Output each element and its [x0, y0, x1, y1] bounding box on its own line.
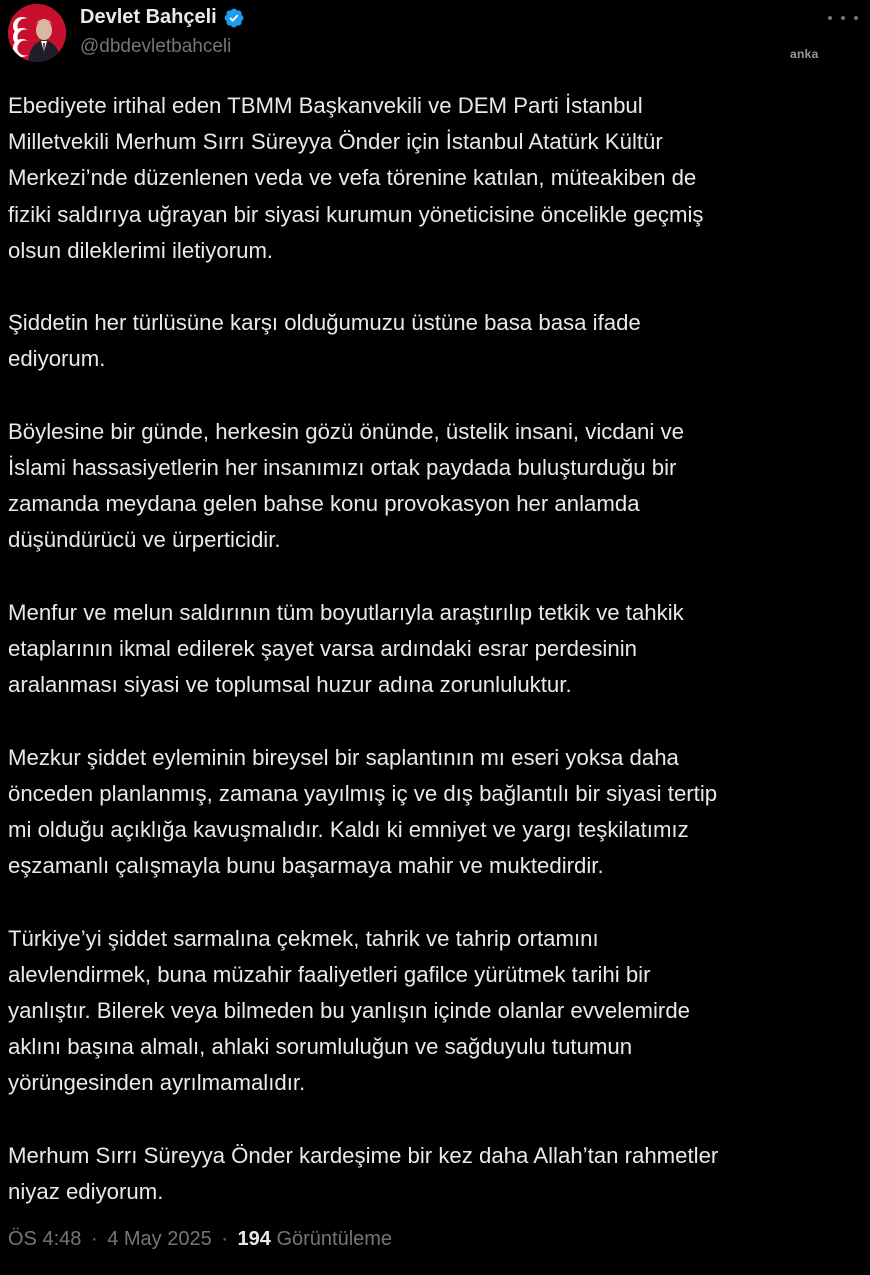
tweet-paragraph	[8, 414, 858, 559]
text-line: aklını başına almalı, ahlaki sorumluluğun ve sağduyulu tutumun	[8, 1034, 633, 1060]
tweet-date[interactable]: 4 May 2025	[107, 1228, 212, 1250]
avatar[interactable]	[8, 4, 66, 62]
text-line: ediyorum.	[8, 346, 106, 372]
text-line: Ebediyete irtihal eden TBMM Başkanvekili ve DEM Parti İstanbul	[8, 93, 643, 118]
views-count[interactable]: 194	[237, 1228, 271, 1250]
text-line: olsun dileklerimi iletiyorum.	[8, 237, 274, 263]
verified-badge-icon	[223, 7, 245, 29]
tweet-paragraph	[8, 595, 858, 704]
more-options-icon[interactable]	[828, 8, 858, 28]
tweet-text	[8, 88, 858, 1210]
text-line: Milletvekili Merhum Sırrı Süreyya Önder için İstanbul Atatürk Kültür	[8, 129, 663, 155]
text-line: aralanması siyasi ve toplumsal huzur adına zorunluluktur.	[8, 672, 572, 698]
author-handle[interactable]: @dbdevletbahceli	[80, 36, 232, 57]
tweet-header	[0, 0, 870, 70]
text-line: İslami hassasiyetlerin her insanımızı ortak paydada buluşturduğu bir	[8, 455, 677, 480]
text-line: Şiddetin her türlüsüne karşı olduğumuzu üstüne basa basa ifade	[8, 310, 641, 336]
meta-separator: ·	[221, 1228, 228, 1250]
tweet-meta	[8, 1228, 392, 1251]
text-line: niyaz ediyorum.	[8, 1179, 164, 1204]
tweet-paragraph	[8, 88, 858, 269]
text-line: mi olduğu açıklığa kavuşmalıdır. Kaldı ki emniyet ve yargı teşkilatımız	[8, 817, 689, 842]
author-display-name[interactable]: Devlet Bahçeli	[80, 6, 217, 28]
tweet-paragraph	[8, 921, 858, 1102]
author-name[interactable]	[80, 6, 245, 29]
text-line: Merhum Sırrı Süreyya Önder kardeşime bir kez daha Allah’tan rahmetler	[8, 1142, 719, 1168]
tweet-paragraph	[8, 1138, 858, 1210]
text-line: Mezkur şiddet eyleminin bireysel bir saplantının mı eseri yoksa daha	[8, 744, 679, 770]
text-line: zamanda meydana gelen bahse konu provokasyon her anlamda	[8, 491, 640, 517]
meta-separator: ·	[90, 1228, 98, 1250]
text-line: Türkiye’yi şiddet sarmalına çekmek, tahrik ve tahrip ortamını	[8, 925, 599, 951]
views-label: Görüntüleme	[276, 1228, 393, 1250]
text-line: fiziki saldırıya uğrayan bir siyasi kurumun yöneticisine öncelikle geçmiş	[8, 201, 704, 227]
text-line: yörüngesinden ayrılmamalıdır.	[8, 1070, 306, 1096]
tweet-paragraph	[8, 305, 858, 377]
text-line: Böylesine bir günde, herkesin gözü önünde, üstelik insani, vicdani ve	[8, 418, 684, 444]
text-line: yanlıştır. Bilerek veya bilmeden bu yanlışın içinde olanlar evvelemirde	[8, 998, 690, 1023]
tweet-paragraph	[8, 740, 858, 885]
watermark: anka	[790, 47, 819, 61]
text-line: önceden planlanmış, zamana yayılmış iç ve dış bağlantılı bir siyasi tertip	[8, 780, 718, 806]
text-line: alevlendirmek, buna müzahir faaliyetleri gafilce yürütmek tarihi bir	[8, 961, 651, 987]
text-line: etaplarının ikmal edilerek şayet varsa ardındaki esrar perdesinin	[8, 636, 637, 661]
text-line: Merkezi’nde düzenlenen veda ve vefa törenine katılan, müteakiben de	[8, 165, 697, 191]
text-line: Menfur ve melun saldırının tüm boyutlarıyla araştırılıp tetkik ve tahkik	[8, 599, 684, 625]
text-line: düşündürücü ve ürperticidir.	[8, 527, 281, 553]
text-line: eşzamanlı çalışmayla bunu başarmaya mahir ve muktedirdir.	[8, 853, 604, 879]
tweet-time[interactable]: ÖS 4:48	[8, 1228, 82, 1250]
